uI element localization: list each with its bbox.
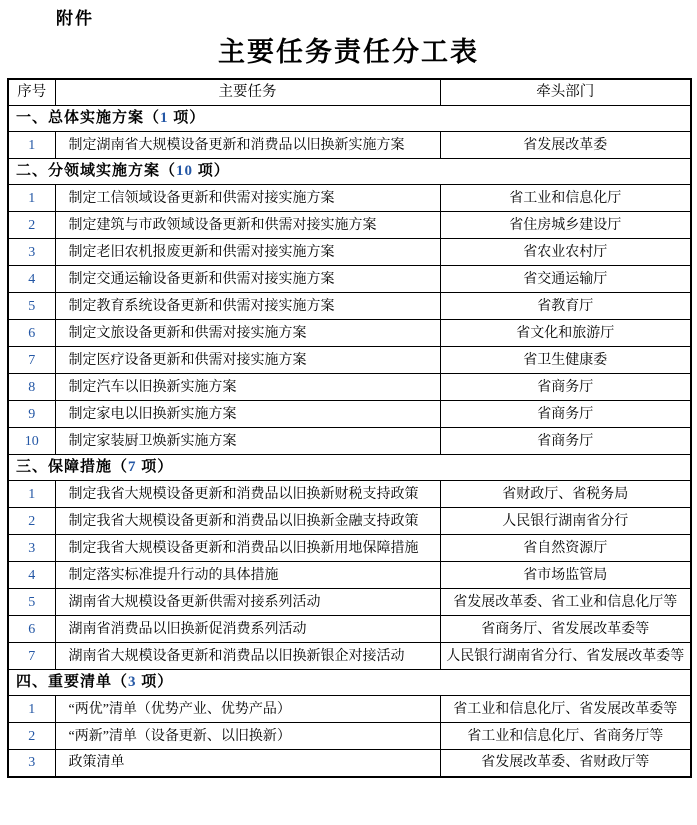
table-row xyxy=(8,320,691,347)
dept-cell: 省教育厅 xyxy=(440,293,691,320)
dept-cell: 省工业和信息化厅、省商务厅等 xyxy=(440,723,691,750)
table-row xyxy=(8,347,691,374)
dept-cell: 省发展改革委、省工业和信息化厅等 xyxy=(440,589,691,616)
row-number: 2 xyxy=(8,212,55,239)
dept-cell: 省发展改革委 xyxy=(440,132,691,159)
dept-cell: 人民银行湖南省分行 xyxy=(440,508,691,535)
dept-cell: 省商务厅 xyxy=(440,401,691,428)
dept-cell: 省商务厅、省发展改革委等 xyxy=(440,616,691,643)
row-number: 7 xyxy=(8,347,55,374)
column-header-seq: 序号 xyxy=(8,79,55,106)
row-number: 2 xyxy=(8,508,55,535)
table-row xyxy=(8,696,691,723)
section-title xyxy=(8,670,691,696)
task-cell: 湖南省大规模设备更新和消费品以旧换新银企对接活动 xyxy=(55,643,440,670)
table-row xyxy=(8,239,691,266)
table-row xyxy=(8,589,691,616)
row-number: 7 xyxy=(8,643,55,670)
table-row xyxy=(8,535,691,562)
table-row xyxy=(8,401,691,428)
table-row xyxy=(8,643,691,670)
dept-cell: 省交通运输厅 xyxy=(440,266,691,293)
section-title-text: 一、总体实施方案（ xyxy=(16,110,161,127)
table-body xyxy=(8,106,691,777)
task-cell: 制定建筑与市政领域设备更新和供需对接实施方案 xyxy=(55,212,440,239)
task-table xyxy=(7,78,692,778)
dept-cell: 省财政厅、省税务局 xyxy=(440,481,691,508)
section-title-text: 四、重要清单（ xyxy=(16,674,129,691)
dept-cell: 省文化和旅游厅 xyxy=(440,320,691,347)
dept-cell: 省市场监管局 xyxy=(440,562,691,589)
row-number: 6 xyxy=(8,616,55,643)
task-cell: 制定我省大规模设备更新和消费品以旧换新用地保障措施 xyxy=(55,535,440,562)
section-title-suffix: 项） xyxy=(136,459,174,476)
table-row xyxy=(8,562,691,589)
section-title xyxy=(8,455,691,481)
row-number: 6 xyxy=(8,320,55,347)
task-cell: 制定教育系统设备更新和供需对接实施方案 xyxy=(55,293,440,320)
table-row xyxy=(8,374,691,401)
dept-cell: 省卫生健康委 xyxy=(440,347,691,374)
column-header-task: 主要任务 xyxy=(55,79,440,106)
task-cell: 制定交通运输设备更新和供需对接实施方案 xyxy=(55,266,440,293)
table-row xyxy=(8,750,691,777)
row-number: 1 xyxy=(8,132,55,159)
table-row xyxy=(8,428,691,455)
task-cell: 制定老旧农机报废更新和供需对接实施方案 xyxy=(55,239,440,266)
task-cell: 制定文旅设备更新和供需对接实施方案 xyxy=(55,320,440,347)
task-cell: 制定我省大规模设备更新和消费品以旧换新金融支持政策 xyxy=(55,508,440,535)
section-header-row xyxy=(8,455,691,481)
column-header-dept: 牵头部门 xyxy=(440,79,691,106)
task-cell: 制定湖南省大规模设备更新和消费品以旧换新实施方案 xyxy=(55,132,440,159)
dept-cell: 省自然资源厅 xyxy=(440,535,691,562)
task-cell: “两新”清单（设备更新、以旧换新） xyxy=(55,723,440,750)
dept-cell: 省工业和信息化厅、省发展改革委等 xyxy=(440,696,691,723)
task-cell: 制定我省大规模设备更新和消费品以旧换新财税支持政策 xyxy=(55,481,440,508)
row-number: 1 xyxy=(8,696,55,723)
section-title-text: 二、分领域实施方案（ xyxy=(16,163,177,180)
page-title: 主要任务责任分工表 xyxy=(218,37,479,68)
dept-cell: 省住房城乡建设厅 xyxy=(440,212,691,239)
row-number: 4 xyxy=(8,266,55,293)
row-number: 3 xyxy=(8,750,55,777)
section-title xyxy=(8,159,691,185)
row-number: 4 xyxy=(8,562,55,589)
task-cell: 制定工信领域设备更新和供需对接实施方案 xyxy=(55,185,440,212)
table-row xyxy=(8,481,691,508)
section-item-count: 7 xyxy=(128,459,137,476)
task-cell: 政策清单 xyxy=(55,750,440,777)
row-number: 1 xyxy=(8,481,55,508)
dept-cell: 省工业和信息化厅 xyxy=(440,185,691,212)
table-row xyxy=(8,616,691,643)
task-cell: 制定汽车以旧换新实施方案 xyxy=(55,374,440,401)
dept-cell: 人民银行湖南省分行、省发展改革委等 xyxy=(440,643,691,670)
table-row xyxy=(8,212,691,239)
section-title-suffix: 项） xyxy=(168,110,206,127)
row-number: 5 xyxy=(8,589,55,616)
row-number: 8 xyxy=(8,374,55,401)
table-header-row xyxy=(8,79,691,106)
table-row xyxy=(8,132,691,159)
section-title-suffix: 项） xyxy=(193,163,230,180)
row-number: 3 xyxy=(8,535,55,562)
table-row xyxy=(8,185,691,212)
table-row xyxy=(8,723,691,750)
table-row xyxy=(8,293,691,320)
row-number: 9 xyxy=(8,401,55,428)
section-header-row xyxy=(8,159,691,185)
row-number: 3 xyxy=(8,239,55,266)
row-number: 1 xyxy=(8,185,55,212)
dept-cell: 省发展改革委、省财政厅等 xyxy=(440,750,691,777)
row-number: 10 xyxy=(8,428,55,455)
task-cell: 湖南省大规模设备更新供需对接系列活动 xyxy=(55,589,440,616)
section-item-count: 1 xyxy=(160,110,169,127)
attachment-label: 附件 xyxy=(56,9,94,28)
task-cell: 制定家电以旧换新实施方案 xyxy=(55,401,440,428)
section-item-count: 10 xyxy=(176,163,194,180)
section-title xyxy=(8,106,691,132)
dept-cell: 省农业农村厅 xyxy=(440,239,691,266)
task-cell: 制定医疗设备更新和供需对接实施方案 xyxy=(55,347,440,374)
row-number: 5 xyxy=(8,293,55,320)
task-cell: 制定落实标准提升行动的具体措施 xyxy=(55,562,440,589)
dept-cell: 省商务厅 xyxy=(440,428,691,455)
table-row xyxy=(8,508,691,535)
dept-cell: 省商务厅 xyxy=(440,374,691,401)
table-row xyxy=(8,266,691,293)
section-item-count: 3 xyxy=(128,674,137,691)
section-header-row xyxy=(8,106,691,132)
task-cell: 湖南省消费品以旧换新促消费系列活动 xyxy=(55,616,440,643)
task-cell: 制定家装厨卫焕新实施方案 xyxy=(55,428,440,455)
row-number: 2 xyxy=(8,723,55,750)
section-header-row xyxy=(8,670,691,696)
section-title-suffix: 项） xyxy=(136,674,174,691)
task-cell: “两优”清单（优势产业、优势产品） xyxy=(55,696,440,723)
section-title-text: 三、保障措施（ xyxy=(16,459,129,476)
